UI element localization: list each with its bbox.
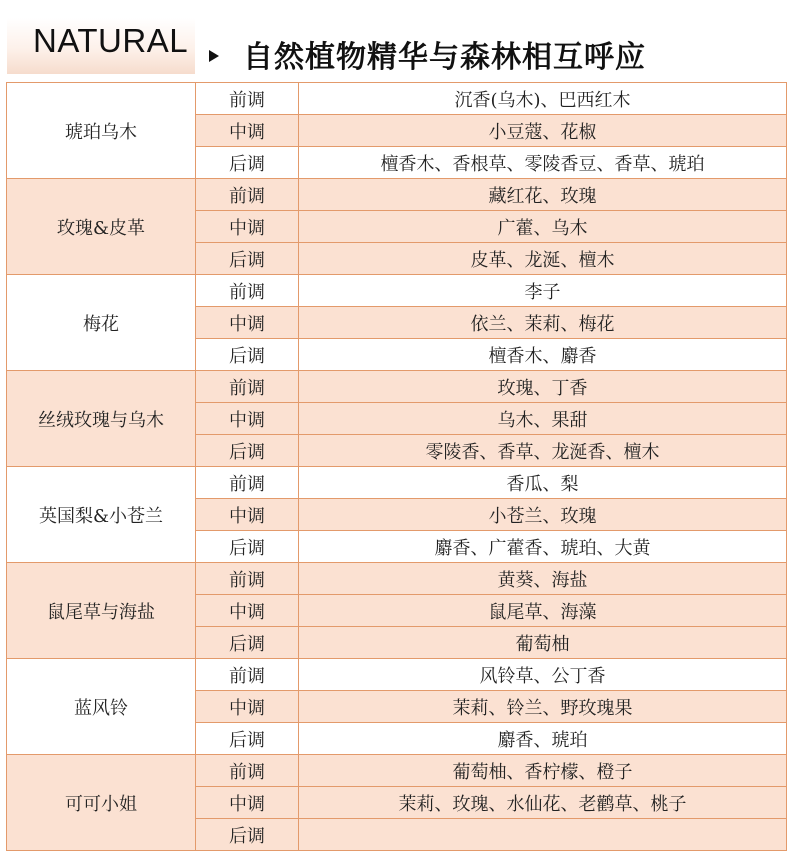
note-type-cell: 前调 bbox=[196, 275, 299, 307]
note-ingredients-cell: 黄葵、海盐 bbox=[299, 563, 787, 595]
fragrance-name-cell: 鼠尾草与海盐 bbox=[7, 563, 196, 659]
triangle-right-icon bbox=[209, 50, 219, 62]
page-header bbox=[0, 0, 790, 80]
note-ingredients-cell: 葡萄柚、香柠檬、橙子 bbox=[299, 755, 787, 787]
note-ingredients-cell bbox=[299, 819, 787, 851]
note-ingredients-cell: 茉莉、铃兰、野玫瑰果 bbox=[299, 691, 787, 723]
note-type-cell: 后调 bbox=[196, 435, 299, 467]
note-type-cell: 后调 bbox=[196, 243, 299, 275]
note-ingredients-cell: 皮革、龙涎、檀木 bbox=[299, 243, 787, 275]
note-type-cell: 后调 bbox=[196, 531, 299, 563]
table-row bbox=[7, 467, 787, 499]
note-type-cell: 中调 bbox=[196, 115, 299, 147]
note-ingredients-cell: 小豆蔻、花椒 bbox=[299, 115, 787, 147]
note-type-cell: 前调 bbox=[196, 563, 299, 595]
note-ingredients-cell: 零陵香、香草、龙涎香、檀木 bbox=[299, 435, 787, 467]
fragrance-name-cell: 丝绒玫瑰与乌木 bbox=[7, 371, 196, 467]
note-type-cell: 中调 bbox=[196, 787, 299, 819]
page-title: 自然植物精华与森林相互呼应 bbox=[243, 40, 646, 75]
note-type-cell: 前调 bbox=[196, 467, 299, 499]
note-ingredients-cell: 檀香木、香根草、零陵香豆、香草、琥珀 bbox=[299, 147, 787, 179]
note-type-cell: 后调 bbox=[196, 339, 299, 371]
note-ingredients-cell: 广藿、乌木 bbox=[299, 211, 787, 243]
note-type-cell: 中调 bbox=[196, 403, 299, 435]
note-ingredients-cell: 玫瑰、丁香 bbox=[299, 371, 787, 403]
note-ingredients-cell: 小苍兰、玫瑰 bbox=[299, 499, 787, 531]
note-type-cell: 后调 bbox=[196, 147, 299, 179]
fragrance-name-cell: 玫瑰&皮革 bbox=[7, 179, 196, 275]
natural-label: NATURAL bbox=[33, 22, 189, 59]
note-ingredients-cell: 麝香、琥珀 bbox=[299, 723, 787, 755]
fragrance-name-cell: 梅花 bbox=[7, 275, 196, 371]
note-ingredients-cell: 沉香(乌木)、巴西红木 bbox=[299, 83, 787, 115]
note-type-cell: 中调 bbox=[196, 691, 299, 723]
table-row bbox=[7, 371, 787, 403]
fragrance-notes-table-body bbox=[7, 83, 787, 851]
fragrance-name-cell: 蓝风铃 bbox=[7, 659, 196, 755]
note-type-cell: 前调 bbox=[196, 83, 299, 115]
note-ingredients-cell: 风铃草、公丁香 bbox=[299, 659, 787, 691]
note-ingredients-cell: 麝香、广藿香、琥珀、大黄 bbox=[299, 531, 787, 563]
note-ingredients-cell: 檀香木、麝香 bbox=[299, 339, 787, 371]
table-row bbox=[7, 275, 787, 307]
note-ingredients-cell: 乌木、果甜 bbox=[299, 403, 787, 435]
note-ingredients-cell: 葡萄柚 bbox=[299, 627, 787, 659]
fragrance-name-cell: 可可小姐 bbox=[7, 755, 196, 851]
table-row bbox=[7, 659, 787, 691]
note-type-cell: 后调 bbox=[196, 723, 299, 755]
note-type-cell: 前调 bbox=[196, 179, 299, 211]
fragrance-notes-table-container bbox=[6, 82, 786, 847]
fragrance-notes-table bbox=[6, 82, 787, 851]
note-type-cell: 后调 bbox=[196, 627, 299, 659]
note-type-cell: 前调 bbox=[196, 755, 299, 787]
note-type-cell: 前调 bbox=[196, 659, 299, 691]
table-row bbox=[7, 179, 787, 211]
fragrance-name-cell: 琥珀乌木 bbox=[7, 83, 196, 179]
note-type-cell: 前调 bbox=[196, 371, 299, 403]
note-ingredients-cell: 李子 bbox=[299, 275, 787, 307]
note-type-cell: 中调 bbox=[196, 595, 299, 627]
table-row bbox=[7, 563, 787, 595]
note-ingredients-cell: 依兰、茉莉、梅花 bbox=[299, 307, 787, 339]
fragrance-name-cell: 英国梨&小苍兰 bbox=[7, 467, 196, 563]
note-ingredients-cell: 鼠尾草、海藻 bbox=[299, 595, 787, 627]
note-type-cell: 中调 bbox=[196, 499, 299, 531]
note-ingredients-cell: 香瓜、梨 bbox=[299, 467, 787, 499]
note-type-cell: 后调 bbox=[196, 819, 299, 851]
note-ingredients-cell: 茉莉、玫瑰、水仙花、老鹳草、桃子 bbox=[299, 787, 787, 819]
table-row bbox=[7, 83, 787, 115]
note-ingredients-cell: 藏红花、玫瑰 bbox=[299, 179, 787, 211]
note-type-cell: 中调 bbox=[196, 307, 299, 339]
note-type-cell: 中调 bbox=[196, 211, 299, 243]
table-row bbox=[7, 755, 787, 787]
